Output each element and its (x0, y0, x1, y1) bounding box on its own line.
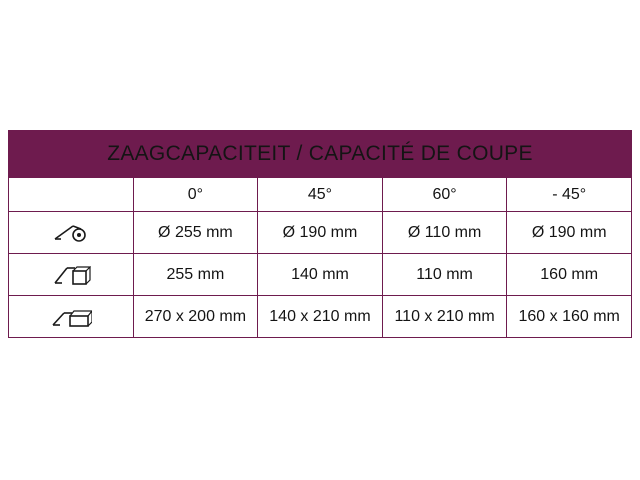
table-row (9, 212, 632, 254)
round-bar-icon-cell (9, 212, 134, 254)
round-bar-cap-minus-45: Ø 190 mm (507, 212, 632, 254)
rect-bar-cap-60: 110 x 210 mm (382, 296, 507, 338)
rect-bar-cap-minus-45: 160 x 160 mm (507, 296, 632, 338)
table-row (9, 254, 632, 296)
header-icon-spacer (9, 178, 134, 212)
square-bar-cap-minus-45: 160 mm (507, 254, 632, 296)
table-title: ZAAGCAPACITEIT / CAPACITÉ DE COUPE (9, 131, 632, 178)
saw-capacity-table (8, 130, 632, 338)
round-bar-cap-60: Ø 110 mm (382, 212, 507, 254)
square-bar-icon (9, 254, 133, 295)
table-row (9, 296, 632, 338)
round-bar-cap-0: Ø 255 mm (133, 212, 258, 254)
header-angle-45: 45° (258, 178, 383, 212)
round-bar-icon (9, 212, 133, 253)
header-angle-minus-45: - 45° (507, 178, 632, 212)
square-bar-cap-0: 255 mm (133, 254, 258, 296)
square-bar-cap-45: 140 mm (258, 254, 383, 296)
square-bar-cap-60: 110 mm (382, 254, 507, 296)
rect-bar-cap-0: 270 x 200 mm (133, 296, 258, 338)
rectangular-bar-icon-cell (9, 296, 134, 338)
table-header-row (9, 178, 632, 212)
rectangular-bar-icon (9, 296, 133, 337)
round-bar-cap-45: Ø 190 mm (258, 212, 383, 254)
table-title-row (9, 131, 632, 178)
header-angle-60: 60° (382, 178, 507, 212)
rect-bar-cap-45: 140 x 210 mm (258, 296, 383, 338)
square-bar-icon-cell (9, 254, 134, 296)
header-angle-0: 0° (133, 178, 258, 212)
